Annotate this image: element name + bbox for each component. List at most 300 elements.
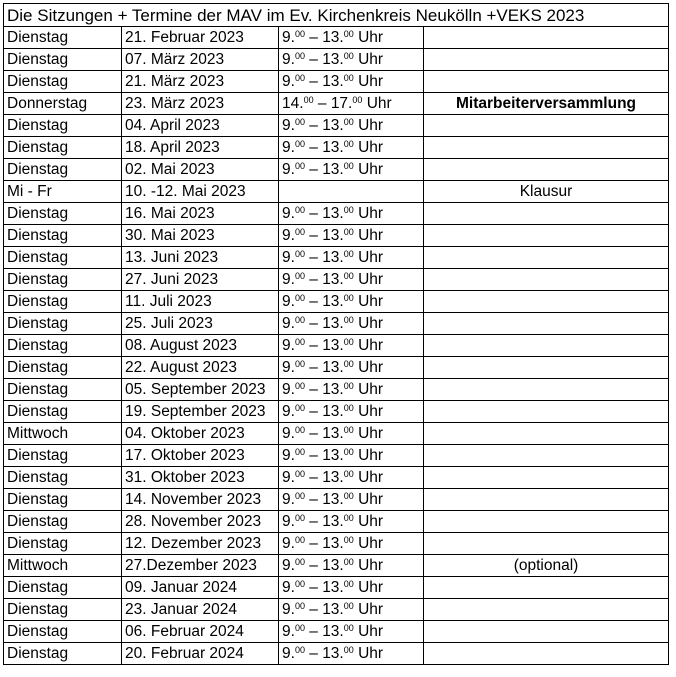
weekday-cell: Dienstag (4, 379, 122, 401)
time-cell (279, 313, 424, 335)
weekday-cell: Dienstag (4, 71, 122, 93)
table-row (4, 357, 669, 379)
note-cell (424, 467, 669, 489)
time-unit: Uhr (353, 249, 384, 266)
date-cell: 27.Dezember 2023 (122, 555, 279, 577)
end-minutes: 00 (343, 29, 354, 39)
table-row (4, 599, 669, 621)
date-cell: 18. April 2023 (122, 137, 279, 159)
time-unit: Uhr (353, 579, 384, 596)
note-cell (424, 49, 669, 71)
note-cell (424, 423, 669, 445)
date-cell: 08. August 2023 (122, 335, 279, 357)
end-minutes: 00 (343, 359, 354, 369)
weekday-cell: Dienstag (4, 313, 122, 335)
start-hour: 9. (282, 227, 295, 244)
weekday-cell: Dienstag (4, 27, 122, 49)
note-cell (424, 225, 669, 247)
table-row (4, 115, 669, 137)
weekday-cell: Dienstag (4, 445, 122, 467)
date-cell: 25. Juli 2023 (122, 313, 279, 335)
time-unit: Uhr (353, 161, 384, 178)
table-row (4, 181, 669, 203)
start-minutes: 00 (294, 249, 305, 259)
date-cell: 30. Mai 2023 (122, 225, 279, 247)
end-minutes: 00 (343, 139, 354, 149)
date-cell: 13. Juni 2023 (122, 247, 279, 269)
start-minutes: 00 (303, 95, 314, 105)
weekday-cell: Dienstag (4, 357, 122, 379)
time-cell (279, 115, 424, 137)
end-minutes: 00 (343, 249, 354, 259)
time-cell (279, 49, 424, 71)
end-hour: 13. (322, 161, 344, 178)
start-minutes: 00 (294, 381, 305, 391)
start-hour: 9. (282, 293, 295, 310)
time-cell (279, 357, 424, 379)
time-separator: – (304, 117, 323, 134)
weekday-cell: Dienstag (4, 621, 122, 643)
end-hour: 13. (322, 293, 344, 310)
time-separator: – (304, 249, 323, 266)
weekday-cell: Dienstag (4, 225, 122, 247)
time-separator: – (304, 535, 323, 552)
time-cell (279, 533, 424, 555)
start-minutes: 00 (294, 293, 305, 303)
end-minutes: 00 (343, 293, 354, 303)
note-cell (424, 71, 669, 93)
date-cell: 17. Oktober 2023 (122, 445, 279, 467)
end-hour: 13. (322, 469, 344, 486)
start-minutes: 00 (294, 535, 305, 545)
date-cell: 11. Juli 2023 (122, 291, 279, 313)
time-cell (279, 181, 424, 203)
time-cell (279, 423, 424, 445)
note-cell (424, 621, 669, 643)
start-minutes: 00 (294, 161, 305, 171)
time-separator: – (304, 51, 323, 68)
time-unit: Uhr (353, 425, 384, 442)
time-cell (279, 643, 424, 665)
start-minutes: 00 (294, 139, 305, 149)
start-minutes: 00 (294, 359, 305, 369)
time-separator: – (304, 271, 323, 288)
date-cell: 21. März 2023 (122, 71, 279, 93)
start-minutes: 00 (294, 425, 305, 435)
start-hour: 9. (282, 579, 295, 596)
time-cell (279, 335, 424, 357)
time-cell (279, 71, 424, 93)
start-hour: 9. (282, 381, 295, 398)
start-hour: 9. (282, 491, 295, 508)
start-hour: 9. (282, 359, 295, 376)
date-cell: 14. November 2023 (122, 489, 279, 511)
schedule-table (3, 3, 669, 665)
table-row (4, 577, 669, 599)
time-separator: – (304, 315, 323, 332)
time-unit: Uhr (353, 205, 384, 222)
start-hour: 9. (282, 513, 295, 530)
weekday-cell: Dienstag (4, 467, 122, 489)
weekday-cell: Dienstag (4, 335, 122, 357)
start-minutes: 00 (294, 29, 305, 39)
time-separator: – (304, 491, 323, 508)
end-hour: 13. (322, 645, 344, 662)
time-cell (279, 467, 424, 489)
note-cell (424, 401, 669, 423)
start-hour: 9. (282, 535, 295, 552)
start-hour: 9. (282, 315, 295, 332)
end-hour: 13. (322, 117, 344, 134)
date-cell: 07. März 2023 (122, 49, 279, 71)
note-cell (424, 159, 669, 181)
time-separator: – (304, 381, 323, 398)
weekday-cell: Dienstag (4, 137, 122, 159)
start-hour: 9. (282, 447, 295, 464)
table-row (4, 643, 669, 665)
table-row (4, 93, 669, 115)
weekday-cell: Dienstag (4, 269, 122, 291)
time-separator: – (304, 359, 323, 376)
end-minutes: 00 (343, 491, 354, 501)
start-minutes: 00 (294, 205, 305, 215)
start-minutes: 00 (294, 579, 305, 589)
note-cell (424, 137, 669, 159)
time-cell (279, 225, 424, 247)
end-minutes: 00 (343, 601, 354, 611)
time-cell (279, 93, 424, 115)
time-unit: Uhr (353, 73, 384, 90)
note-cell (424, 203, 669, 225)
date-cell: 31. Oktober 2023 (122, 467, 279, 489)
time-unit: Uhr (353, 557, 384, 574)
end-hour: 13. (322, 227, 344, 244)
end-hour: 13. (322, 381, 344, 398)
start-minutes: 00 (294, 557, 305, 567)
date-cell: 22. August 2023 (122, 357, 279, 379)
table-row (4, 225, 669, 247)
end-hour: 13. (322, 425, 344, 442)
start-hour: 9. (282, 337, 295, 354)
time-cell (279, 203, 424, 225)
end-hour: 13. (322, 491, 344, 508)
end-hour: 13. (322, 249, 344, 266)
end-minutes: 00 (343, 645, 354, 655)
time-separator: – (304, 337, 323, 354)
date-cell: 21. Februar 2023 (122, 27, 279, 49)
time-separator: – (304, 623, 323, 640)
table-row (4, 489, 669, 511)
time-unit: Uhr (353, 359, 384, 376)
start-hour: 9. (282, 271, 295, 288)
time-cell (279, 247, 424, 269)
note-cell (424, 489, 669, 511)
date-cell: 16. Mai 2023 (122, 203, 279, 225)
start-minutes: 00 (294, 601, 305, 611)
weekday-cell: Mittwoch (4, 423, 122, 445)
time-cell (279, 401, 424, 423)
time-separator: – (304, 447, 323, 464)
time-unit: Uhr (353, 491, 384, 508)
time-separator: – (304, 645, 323, 662)
table-row (4, 511, 669, 533)
time-unit: Uhr (353, 139, 384, 156)
time-cell (279, 489, 424, 511)
end-minutes: 00 (343, 425, 354, 435)
end-hour: 13. (322, 73, 344, 90)
time-unit: Uhr (353, 601, 384, 618)
weekday-cell: Dienstag (4, 577, 122, 599)
time-separator: – (304, 513, 323, 530)
end-minutes: 00 (343, 447, 354, 457)
weekday-cell: Dienstag (4, 511, 122, 533)
weekday-cell: Dienstag (4, 291, 122, 313)
time-unit: Uhr (362, 95, 392, 112)
date-cell: 27. Juni 2023 (122, 269, 279, 291)
table-row (4, 379, 669, 401)
end-hour: 13. (322, 139, 344, 156)
weekday-cell: Dienstag (4, 49, 122, 71)
end-hour: 13. (322, 337, 344, 354)
table-title: Die Sitzungen + Termine der MAV im Ev. Kirchenkreis Neukölln +VEKS 2023 (4, 4, 669, 27)
start-minutes: 00 (294, 447, 305, 457)
end-hour: 13. (322, 447, 344, 464)
note-cell (424, 643, 669, 665)
title-row (4, 4, 669, 27)
date-cell: 19. September 2023 (122, 401, 279, 423)
time-separator: – (304, 579, 323, 596)
end-minutes: 00 (343, 381, 354, 391)
end-minutes: 00 (343, 161, 354, 171)
end-hour: 17. (330, 95, 353, 112)
time-cell (279, 577, 424, 599)
note-cell (424, 357, 669, 379)
time-separator: – (304, 205, 323, 222)
time-unit: Uhr (353, 535, 384, 552)
table-row (4, 423, 669, 445)
end-minutes: 00 (343, 315, 354, 325)
weekday-cell: Mittwoch (4, 555, 122, 577)
date-cell: 10. -12. Mai 2023 (122, 181, 279, 203)
start-minutes: 00 (294, 623, 305, 633)
time-cell (279, 445, 424, 467)
start-minutes: 00 (294, 227, 305, 237)
end-hour: 13. (322, 601, 344, 618)
end-hour: 13. (322, 359, 344, 376)
end-minutes: 00 (343, 205, 354, 215)
start-hour: 9. (282, 425, 295, 442)
time-unit: Uhr (353, 315, 384, 332)
start-minutes: 00 (294, 403, 305, 413)
end-minutes: 00 (343, 513, 354, 523)
start-hour: 9. (282, 403, 295, 420)
end-hour: 13. (322, 403, 344, 420)
weekday-cell: Dienstag (4, 489, 122, 511)
end-hour: 13. (322, 623, 344, 640)
time-separator: – (304, 469, 323, 486)
start-minutes: 00 (294, 117, 305, 127)
date-cell: 06. Februar 2024 (122, 621, 279, 643)
table-row (4, 71, 669, 93)
time-cell (279, 379, 424, 401)
start-hour: 9. (282, 469, 295, 486)
note-cell: Klausur (424, 181, 669, 203)
time-separator: – (304, 29, 323, 46)
time-unit: Uhr (353, 447, 384, 464)
time-unit: Uhr (353, 117, 384, 134)
end-minutes: 00 (343, 623, 354, 633)
end-minutes: 00 (343, 117, 354, 127)
date-cell: 12. Dezember 2023 (122, 533, 279, 555)
start-hour: 9. (282, 51, 295, 68)
end-minutes: 00 (352, 95, 363, 105)
date-cell: 20. Februar 2024 (122, 643, 279, 665)
start-hour: 9. (282, 73, 295, 90)
start-hour: 9. (282, 161, 295, 178)
table-row (4, 247, 669, 269)
end-minutes: 00 (343, 51, 354, 61)
note-cell: Mitarbeiterversammlung (424, 93, 669, 115)
note-cell (424, 511, 669, 533)
end-hour: 13. (322, 535, 344, 552)
end-hour: 13. (322, 271, 344, 288)
time-separator: – (304, 403, 323, 420)
start-minutes: 00 (294, 51, 305, 61)
note-cell (424, 313, 669, 335)
table-row (4, 159, 669, 181)
weekday-cell: Donnerstag (4, 93, 122, 115)
date-cell: 23. Januar 2024 (122, 599, 279, 621)
start-hour: 9. (282, 205, 295, 222)
end-hour: 13. (322, 51, 344, 68)
end-hour: 13. (322, 315, 344, 332)
note-cell (424, 247, 669, 269)
time-unit: Uhr (353, 469, 384, 486)
end-minutes: 00 (343, 73, 354, 83)
table-row (4, 313, 669, 335)
start-minutes: 00 (294, 469, 305, 479)
time-separator: – (304, 73, 323, 90)
time-cell (279, 137, 424, 159)
table-row (4, 445, 669, 467)
table-row (4, 555, 669, 577)
start-hour: 9. (282, 645, 295, 662)
table-row (4, 401, 669, 423)
note-cell (424, 335, 669, 357)
end-minutes: 00 (343, 227, 354, 237)
date-cell: 09. Januar 2024 (122, 577, 279, 599)
end-minutes: 00 (343, 535, 354, 545)
start-minutes: 00 (294, 73, 305, 83)
time-separator: – (304, 601, 323, 618)
time-separator: – (304, 425, 323, 442)
time-separator: – (304, 161, 323, 178)
time-unit: Uhr (353, 623, 384, 640)
weekday-cell: Dienstag (4, 203, 122, 225)
time-separator: – (304, 557, 323, 574)
time-cell (279, 555, 424, 577)
end-hour: 13. (322, 579, 344, 596)
time-unit: Uhr (353, 645, 384, 662)
start-minutes: 00 (294, 271, 305, 281)
time-separator: – (304, 227, 323, 244)
time-cell (279, 291, 424, 313)
table-row (4, 27, 669, 49)
table-row (4, 467, 669, 489)
table-row (4, 49, 669, 71)
time-cell (279, 159, 424, 181)
time-unit: Uhr (353, 29, 384, 46)
table-row (4, 621, 669, 643)
table-row (4, 137, 669, 159)
table-row (4, 291, 669, 313)
start-hour: 9. (282, 249, 295, 266)
table-row (4, 533, 669, 555)
start-hour: 9. (282, 557, 295, 574)
date-cell: 28. November 2023 (122, 511, 279, 533)
note-cell (424, 445, 669, 467)
note-cell (424, 533, 669, 555)
weekday-cell: Dienstag (4, 533, 122, 555)
date-cell: 05. September 2023 (122, 379, 279, 401)
time-cell (279, 621, 424, 643)
note-cell (424, 115, 669, 137)
end-hour: 13. (322, 513, 344, 530)
end-minutes: 00 (343, 469, 354, 479)
weekday-cell: Dienstag (4, 159, 122, 181)
end-hour: 13. (322, 29, 344, 46)
note-cell (424, 379, 669, 401)
end-minutes: 00 (343, 271, 354, 281)
note-cell (424, 291, 669, 313)
time-unit: Uhr (353, 513, 384, 530)
end-minutes: 00 (343, 579, 354, 589)
date-cell: 04. Oktober 2023 (122, 423, 279, 445)
weekday-cell: Mi - Fr (4, 181, 122, 203)
end-minutes: 00 (343, 403, 354, 413)
end-hour: 13. (322, 557, 344, 574)
schedule-rows (4, 27, 669, 665)
time-cell (279, 269, 424, 291)
start-hour: 9. (282, 623, 295, 640)
table-row (4, 335, 669, 357)
end-hour: 13. (322, 205, 344, 222)
time-separator: – (313, 95, 331, 112)
note-cell (424, 27, 669, 49)
date-cell: 02. Mai 2023 (122, 159, 279, 181)
date-cell: 23. März 2023 (122, 93, 279, 115)
time-unit: Uhr (353, 227, 384, 244)
weekday-cell: Dienstag (4, 247, 122, 269)
start-hour: 9. (282, 139, 295, 156)
weekday-cell: Dienstag (4, 115, 122, 137)
start-minutes: 00 (294, 513, 305, 523)
end-minutes: 00 (343, 557, 354, 567)
weekday-cell: Dienstag (4, 643, 122, 665)
time-separator: – (304, 139, 323, 156)
start-minutes: 00 (294, 491, 305, 501)
start-hour: 9. (282, 117, 295, 134)
start-hour: 9. (282, 601, 295, 618)
time-unit: Uhr (353, 293, 384, 310)
time-cell (279, 27, 424, 49)
time-unit: Uhr (353, 337, 384, 354)
weekday-cell: Dienstag (4, 599, 122, 621)
time-unit: Uhr (353, 381, 384, 398)
start-hour: 9. (282, 29, 295, 46)
table-row (4, 203, 669, 225)
time-unit: Uhr (353, 271, 384, 288)
